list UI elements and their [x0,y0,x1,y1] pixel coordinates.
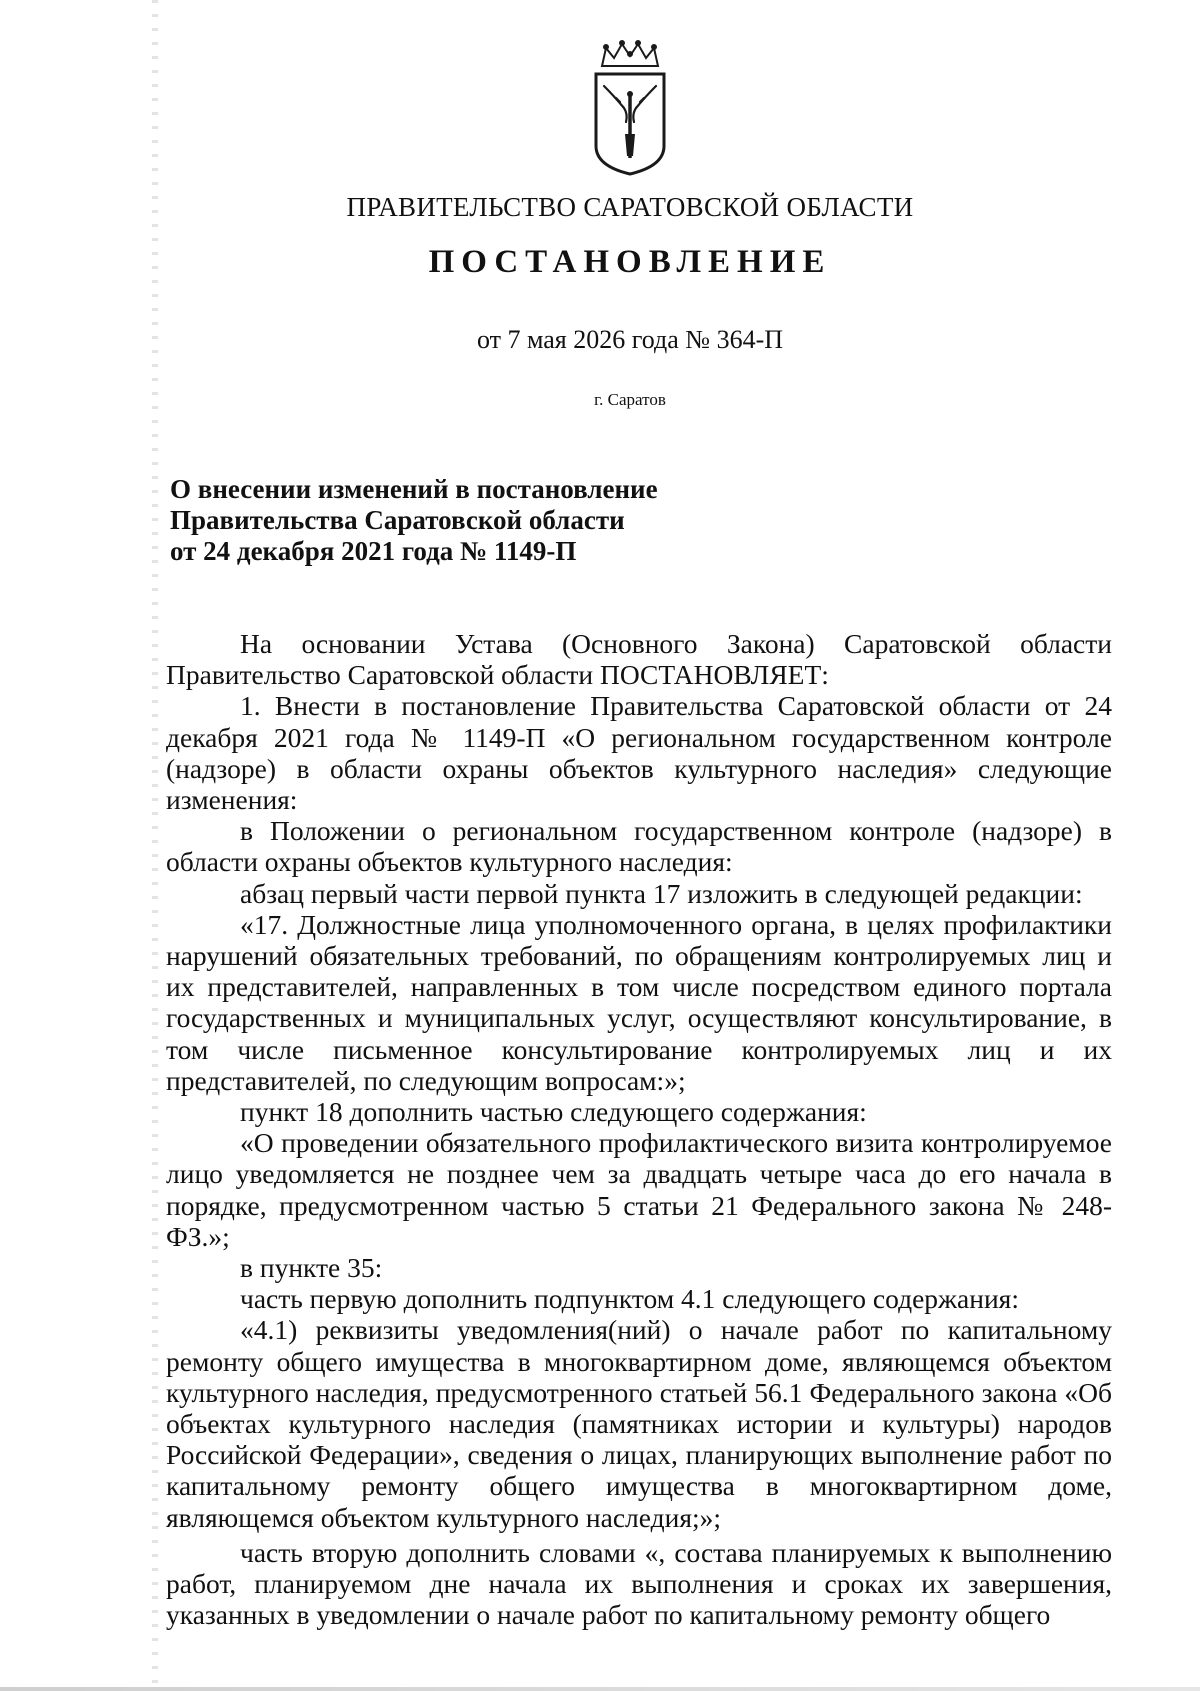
body-paragraph: часть первую дополнить подпунктом 4.1 следующего содержания: [240,1283,1019,1315]
subject-line: от 24 декабря 2021 года № 1149-П [170,536,577,566]
body-paragraph: в пункте 35: [240,1252,383,1284]
body-paragraph: абзац первый части первой пункта 17 изложить в следующей редакции: [240,877,1083,909]
body-paragraph: 1. Внести в постановление Правительства Саратовской области от 24 декабря 2021 года № 1149-П «О региональном государственном контроле (надзоре) в области охраны объектов культурного наследия» следующие изменения: [166,690,1112,816]
body-paragraph: «4.1) реквизиты уведомления(ний) о начале работ по капитальному ремонту общего имущества в многоквартирном доме, являющемся объектом культурного наследия, предусмотренного статьей 56.1 Федерального закона «Об объектах культурного наследия (памятниках истории и культуры) народов Российской Федерации», сведения о лицах, планирующих выполнение работ по капитальному ремонту общего имущества в многоквартирном доме, являющемся объектом культурного наследия;»; [166,1314,1112,1533]
document-date-number: от 7 мая 2026 года № 364-П [476,325,784,354]
subject-line: О внесении изменений в постановление [170,474,658,504]
body-paragraph: «О проведении обязательного профилактического визита контролируемое лицо уведомляется не позднее чем за двадцать четыре часа до его начала в порядке, предусмотренном частью 5 статьи 21 Федерального закона № 248-ФЗ.»; [166,1127,1112,1252]
body-paragraph: «17. Должностные лица уполномоченного органа, в целях профилактики нарушений обязательных требований, по обращениям контролируемых лиц и их представителей, направленных в том числе посредством единого портала государственных и муниципальных услуг, осуществляют консультирование, в том числе письменное консультирование контролируемых лиц и их представителей, по следующим вопросам:»; [166,908,1112,1096]
document-subject [170,474,730,567]
government-title: ПРАВИТЕЛЬСТВО САРАТОВСКОЙ ОБЛАСТИ [346,192,914,222]
coat-of-arms-icon [590,38,670,176]
document-type: ПОСТАНОВЛЕНИЕ [428,244,832,280]
body-paragraph: На основании Устава (Основного Закона) Саратовской области Правительство Саратовской области ПОСТАНОВЛЯЕТ: [166,628,1112,691]
body-paragraph: часть вторую дополнить словами «, состава планируемых к выполнению работ, планируемом дне начала их выполнения и сроках их завершения, указанных в уведомлении о начале работ по капитальному ремонту общего [166,1536,1112,1631]
document-body [166,628,1112,1631]
subject-line: Правительства Саратовской области [170,505,625,535]
document-city: г. Саратов [594,390,666,409]
body-paragraph: пункт 18 дополнить частью следующего содержания: [240,1096,867,1128]
scan-bottom-edge [0,1687,1200,1691]
body-paragraph: в Положении о региональном государственном контроле (надзоре) в области охраны объектов культурного наследия: [166,815,1112,878]
